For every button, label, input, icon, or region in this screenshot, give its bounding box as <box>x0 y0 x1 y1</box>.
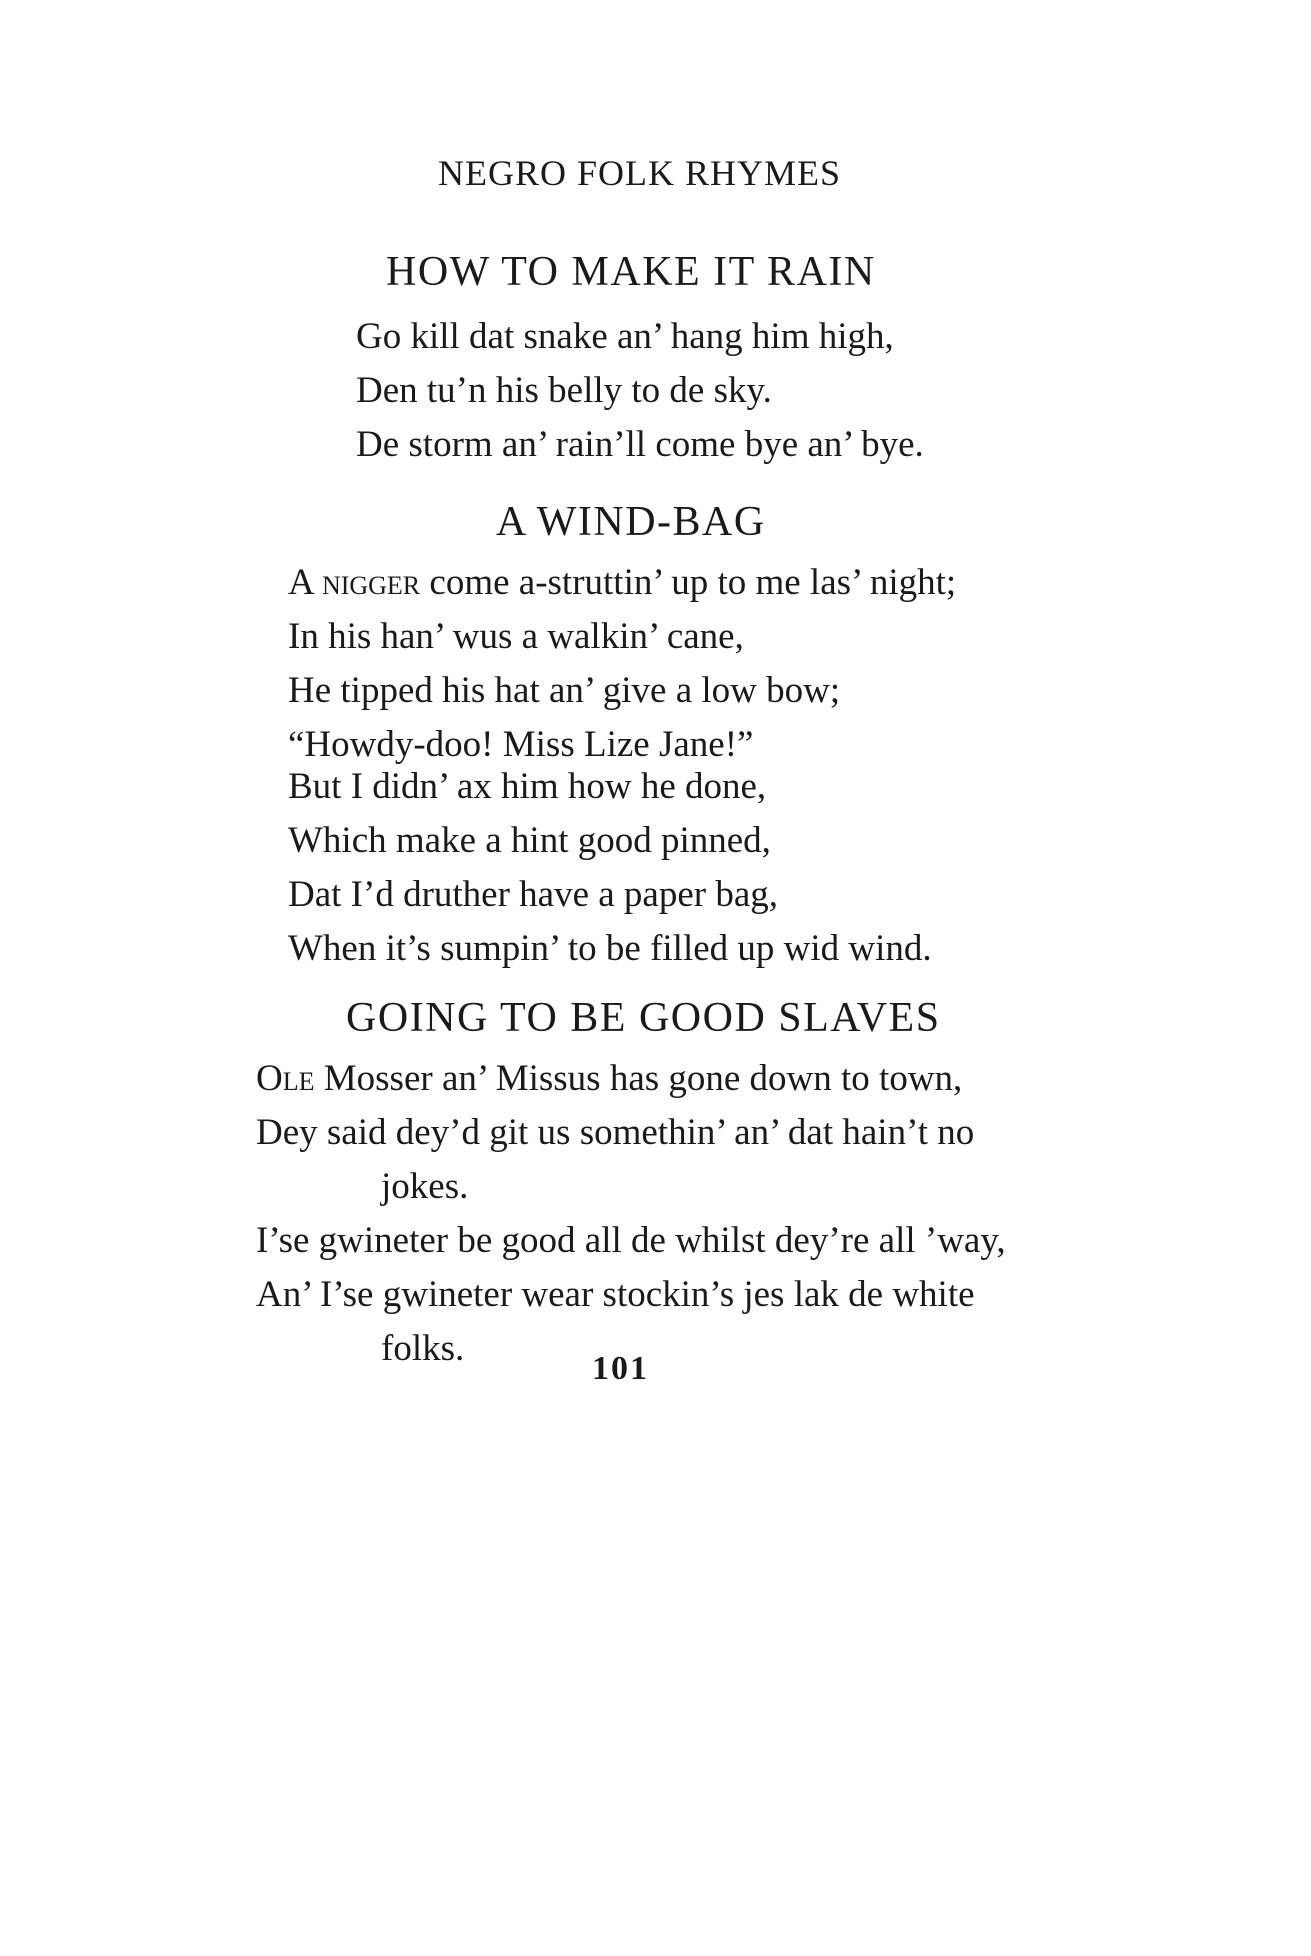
verse-line: “Howdy-doo! Miss Lize Jane!” <box>288 724 754 765</box>
verse-line: Which make a hint good pinned, <box>288 820 771 861</box>
page-number: 101 <box>592 1350 649 1387</box>
verse-lead-letter: O <box>256 1058 283 1099</box>
poem-title-how-to-make-it-rain: HOW TO MAKE IT RAIN <box>386 249 876 295</box>
poem-title-going-to-be-good-slaves: GOING TO BE GOOD SLAVES <box>346 995 941 1041</box>
verse-lead-small-caps: nigger <box>321 562 421 603</box>
poem-3-stanza-1 <box>256 1052 1006 1376</box>
verse-line <box>256 1052 1006 1106</box>
verse-line: He tipped his hat an’ give a low bow; <box>288 670 841 711</box>
verse-line <box>288 556 956 610</box>
poem-1-stanza-1 <box>356 310 924 472</box>
verse-line: In his han’ wus a walkin’ cane, <box>288 616 744 657</box>
verse-line: Den tu’n his belly to de sky. <box>356 370 772 411</box>
verse-lead-letter: A <box>288 562 313 603</box>
poem-2-stanza-2 <box>288 760 932 976</box>
verse-line: De storm an’ rain’ll come bye an’ bye. <box>356 424 924 465</box>
verse-line: Dey said dey’d git us somethin’ an’ dat hain’t no <box>256 1112 975 1153</box>
verse-line-continuation: jokes. <box>381 1166 469 1207</box>
verse-line: But I didn’ ax him how he done, <box>288 766 767 807</box>
verse-lead-small-caps: le <box>282 1058 315 1099</box>
verse-line: When it’s sumpin’ to be filled up wid wind. <box>288 928 932 969</box>
verse-line: Dat I’d druther have a paper bag, <box>288 874 779 915</box>
poem-2-stanza-1 <box>288 556 956 772</box>
poem-title-a-wind-bag: A WIND-BAG <box>496 499 766 545</box>
verse-line: Go kill dat snake an’ hang him high, <box>356 316 894 357</box>
verse-line-continuation: folks. <box>381 1328 465 1369</box>
verse-line-rest: come a-struttin’ up to me las’ night; <box>420 562 957 603</box>
verse-line-rest: Mosser an’ Missus has gone down to town, <box>314 1058 963 1099</box>
verse-line: I’se gwineter be good all de whilst dey’re all ’way, <box>256 1220 1006 1261</box>
running-head: NEGRO FOLK RHYMES <box>438 153 842 193</box>
verse-line: An’ I’se gwineter wear stockin’s jes lak de white <box>256 1274 975 1315</box>
